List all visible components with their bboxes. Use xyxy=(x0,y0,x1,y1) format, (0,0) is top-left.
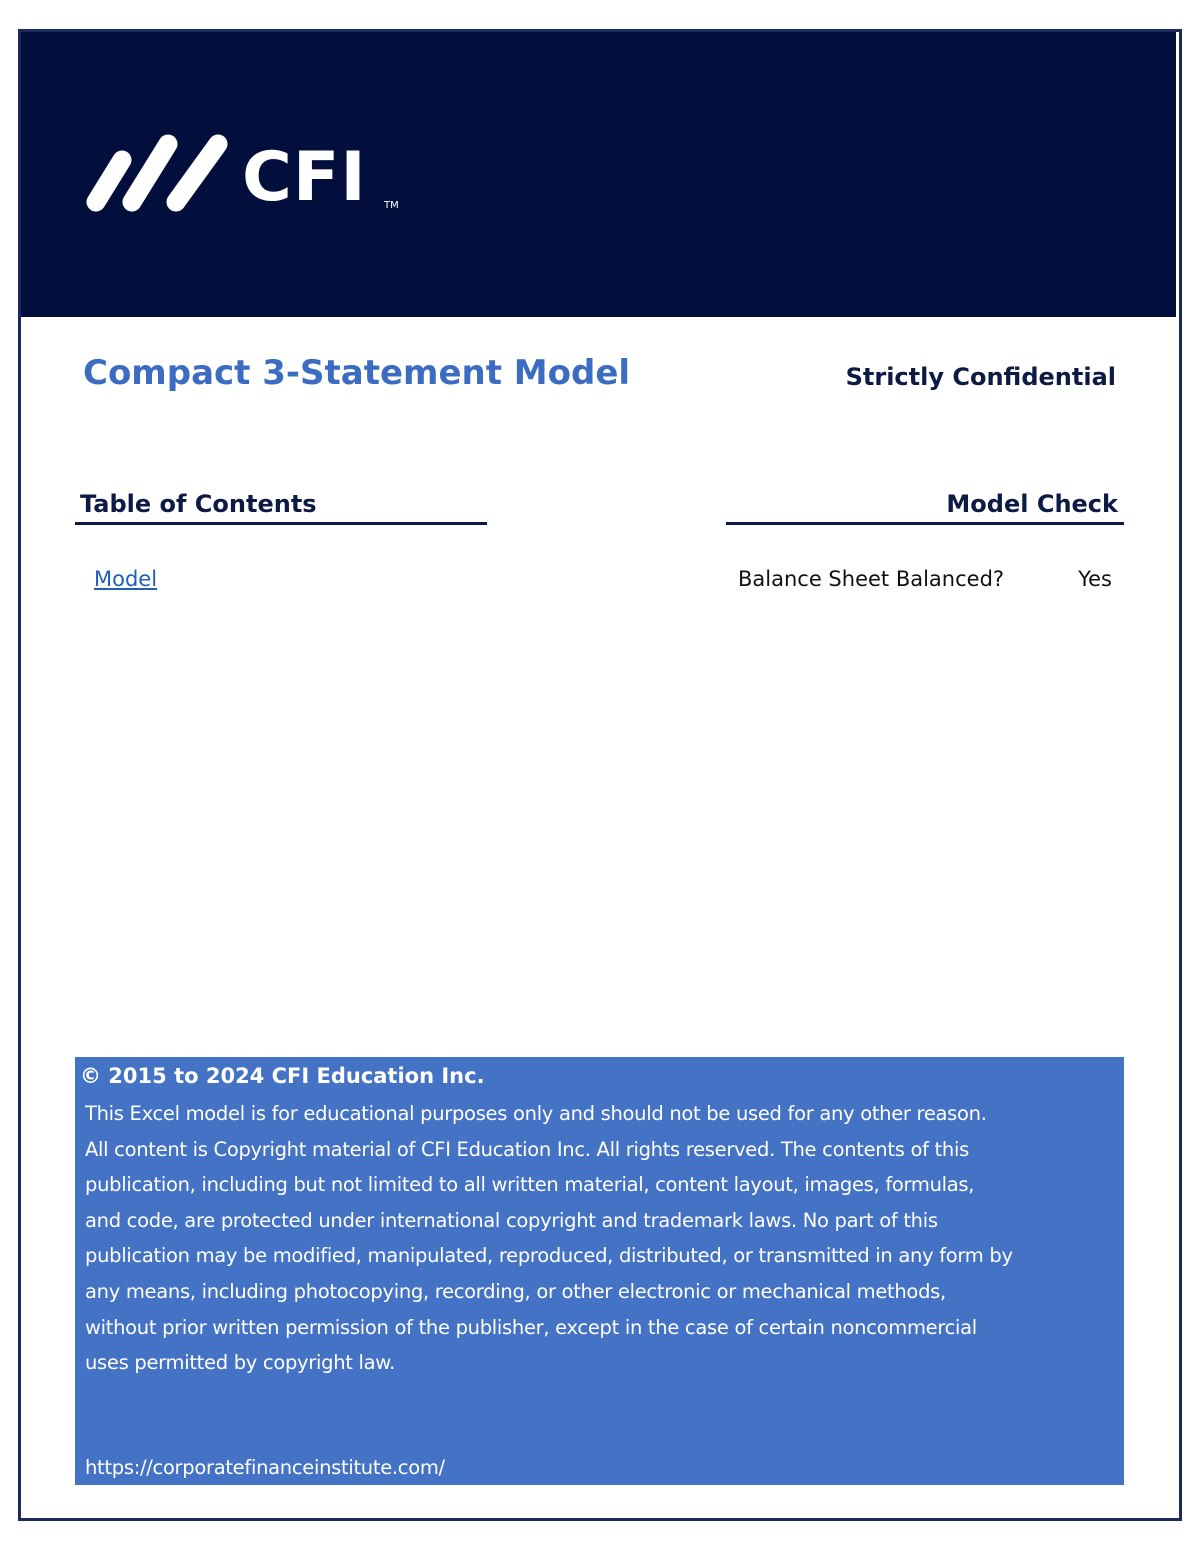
model-check-heading: Model Check xyxy=(946,490,1118,518)
logo-wordmark: CFI xyxy=(242,138,367,217)
cfi-logo xyxy=(84,130,414,225)
copyright-notice xyxy=(75,1057,1124,1485)
copyright-title: © 2015 to 2024 CFI Education Inc. xyxy=(80,1064,485,1088)
toc-link-model[interactable]: Model xyxy=(94,567,158,591)
toc-divider xyxy=(75,522,487,525)
confidential-label: Strictly Confidential xyxy=(845,363,1116,391)
model-check-divider xyxy=(726,522,1124,525)
website-link[interactable]: https://corporatefinanceinstitute.com/ xyxy=(85,1456,445,1479)
toc-heading: Table of Contents xyxy=(80,490,317,518)
model-check-value: Yes xyxy=(1078,567,1112,591)
cfi-slashes-logo-icon xyxy=(84,130,244,225)
copyright-body: This Excel model is for educational purposes only and should not be used for any other reason. All content is Copyright material of CFI Education Inc. All rights reserved. The contents of this publication, including but not limited to all written material, content layout, images, formulas, and code, are protected under international copyright and trademark laws. No part of this publication may be modified, manipulated, reproduced, distributed, or transmitted in any form by any means, including photocopying, recording, or other electronic or mechanical methods, without prior written permission of the publisher, except in the case of certain noncommercial uses permitted by copyright law. xyxy=(85,1102,1013,1375)
model-check-label: Balance Sheet Balanced? xyxy=(738,567,1005,591)
trademark-mark: TM xyxy=(384,200,399,211)
document-title: Compact 3-Statement Model xyxy=(83,353,631,393)
